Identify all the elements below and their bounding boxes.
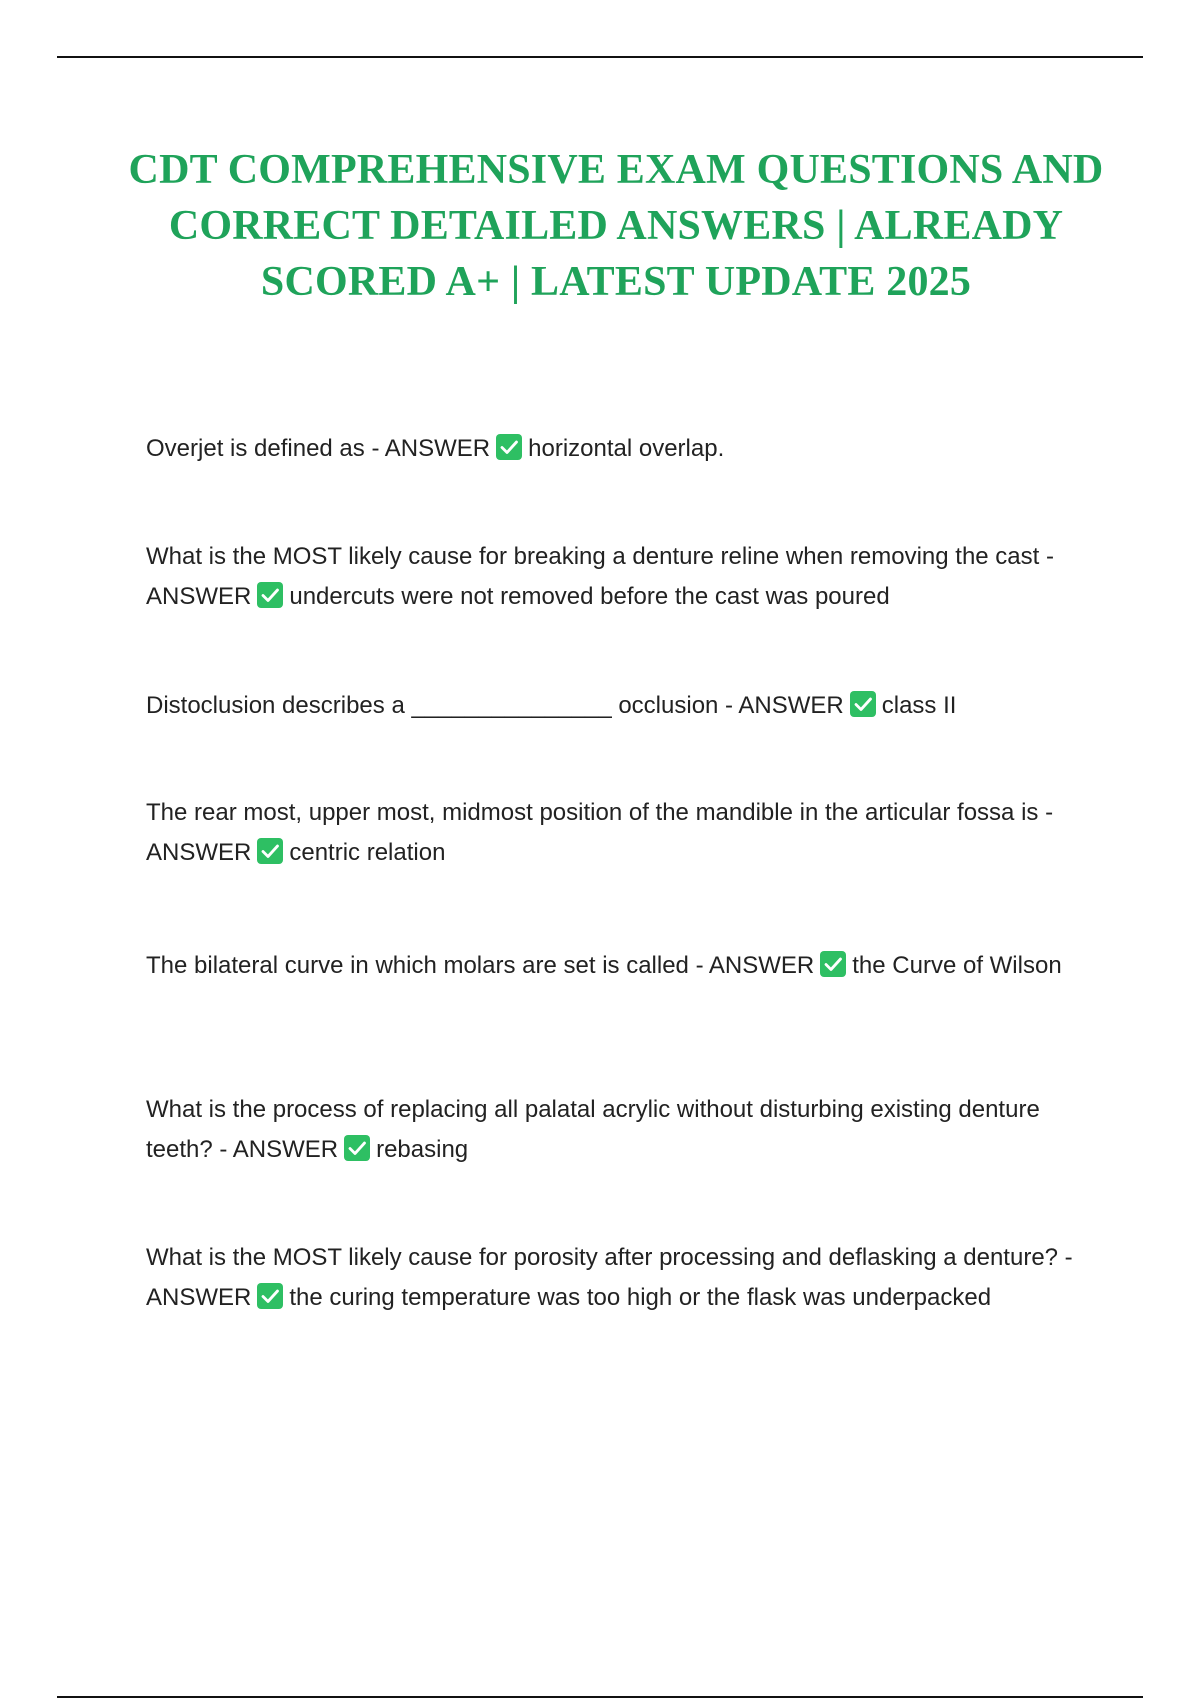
question-text: The rear most, upper most, midmost position of the mandible in the articular fossa is - ANSWER: [146, 799, 1054, 866]
question-text: What is the MOST likely cause for breaking a denture reline when removing the cast - ANSWER: [146, 543, 1054, 610]
answer-text: the Curve of Wilson: [852, 952, 1062, 979]
answer-text: undercuts were not removed before the cast was poured: [289, 583, 890, 610]
qa-item: [146, 686, 1076, 726]
question-text: What is the process of replacing all palatal acrylic without disturbing existing denture teeth? - ANSWER: [146, 1096, 1040, 1163]
check-mark-icon: [820, 951, 846, 977]
check-mark-icon: [257, 582, 283, 608]
qa-item: [146, 793, 1076, 873]
top-rule: [57, 56, 1143, 58]
qa-item: [146, 946, 1076, 986]
check-mark-icon: [496, 434, 522, 460]
check-mark-icon: [257, 838, 283, 864]
answer-text: class II: [881, 692, 957, 719]
question-text: Distoclusion describes a _______________ occlusion - ANSWER: [146, 692, 844, 719]
answer-text: horizontal overlap.: [528, 435, 725, 462]
question-text: What is the MOST likely cause for porosity after processing and deflasking a denture? - ANSWER: [146, 1244, 1073, 1311]
check-mark-icon: [344, 1135, 370, 1161]
qa-item: [146, 1238, 1076, 1318]
answer-text: the curing temperature was too high or the flask was underpacked: [289, 1284, 992, 1311]
question-text: Overjet is defined as - ANSWER: [146, 435, 491, 462]
answer-text: rebasing: [376, 1136, 469, 1163]
answer-text: centric relation: [289, 839, 446, 866]
qa-item: [146, 429, 1076, 469]
qa-item: [146, 537, 1076, 617]
question-text: The bilateral curve in which molars are set is called - ANSWER: [146, 952, 815, 979]
qa-item: [146, 1090, 1076, 1170]
check-mark-icon: [257, 1283, 283, 1309]
check-mark-icon: [850, 691, 876, 717]
document-title: CDT COMPREHENSIVE EXAM QUESTIONS AND CORRECT DETAILED ANSWERS | ALREADY SCORED A+ | LATEST UPDATE 2025: [128, 147, 1104, 305]
bottom-rule: [57, 1696, 1143, 1698]
